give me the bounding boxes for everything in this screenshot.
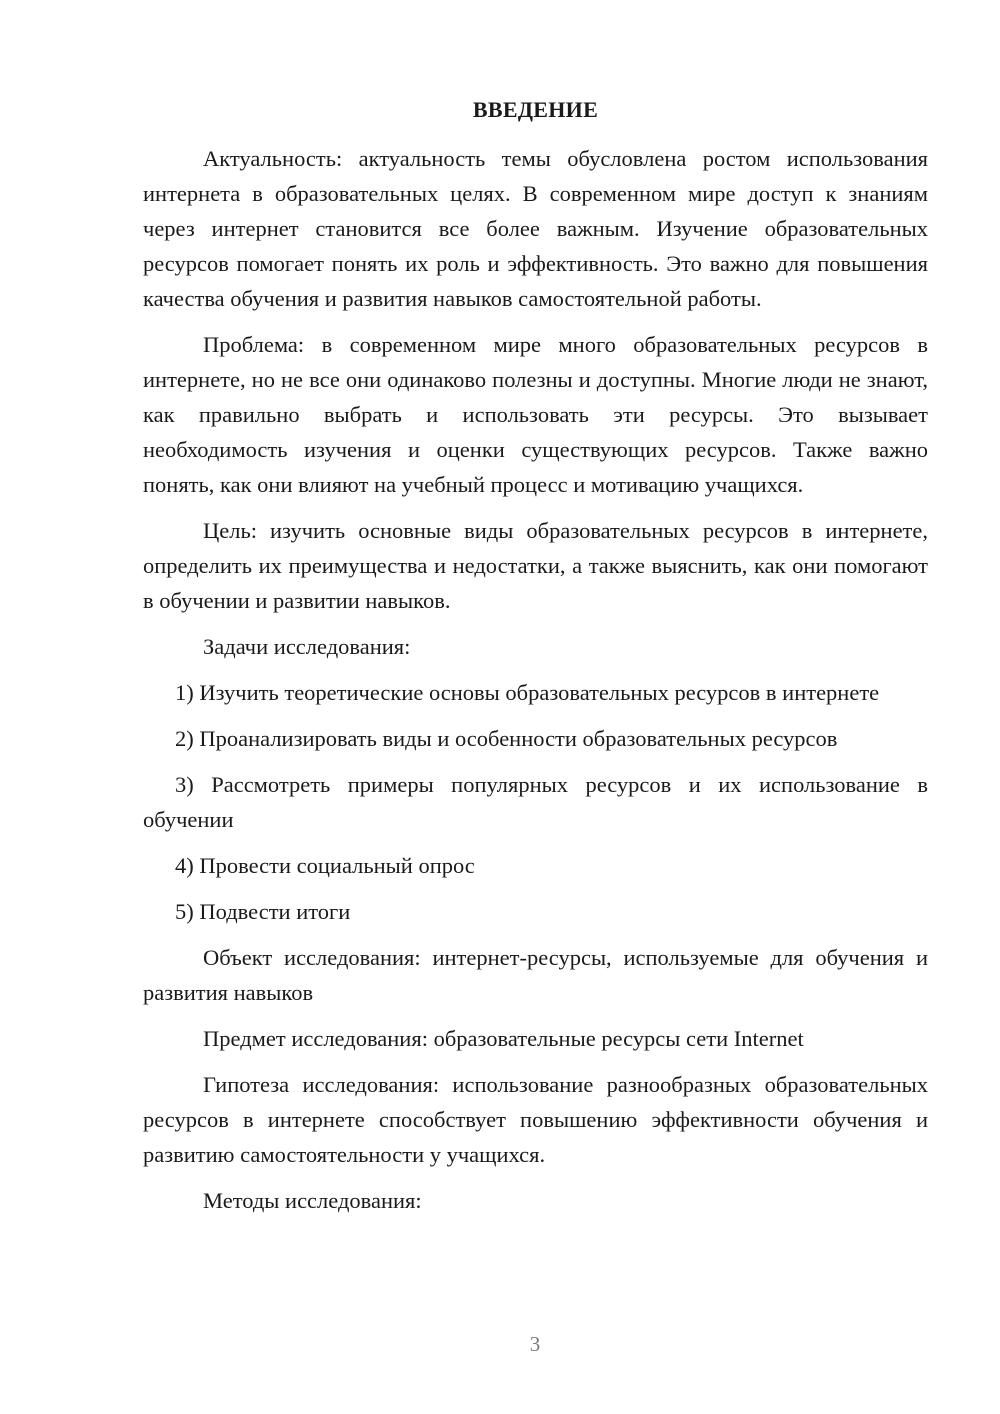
- paragraph-goal: Цель: изучить основные виды образовательных ресурсов в интернете, определить их преимущества и недостатки, а также выяснить, как они помогают в обучении и развитии навыков.: [143, 518, 928, 613]
- methods-heading: Методы исследования:: [203, 1188, 422, 1213]
- paragraph-problem: Проблема: в современном мире много образовательных ресурсов в интернете, но не все они одинаково полезны и доступны. Многие люди не знают, как правильно выбрать и использовать эти ресурсы. Это вызывает необходимость изучения и оценки существующих ресурсов. Также важно понять, как они влияют на учебный процесс и мотивацию учащихся.: [143, 332, 928, 497]
- paragraph-hypothesis: Гипотеза исследования: использование разнообразных образовательных ресурсов в интернете способствует повышению эффективности обучения и развитию самостоятельности у учащихся.: [143, 1072, 928, 1167]
- task-item-3: 3) Рассмотреть примеры популярных ресурсов и их использование в обучении: [143, 772, 928, 832]
- section-title: ВВЕДЕНИЕ: [472, 97, 599, 122]
- paragraph-object: Объект исследования: интернет-ресурсы, используемые для обучения и развития навыков: [143, 945, 928, 1005]
- task-item-1: 1) Изучить теоретические основы образовательных ресурсов в интернете: [175, 680, 880, 705]
- task-item-2: 2) Проанализировать виды и особенности образовательных ресурсов: [175, 726, 838, 751]
- paragraph-subject: Предмет исследования: образовательные ресурсы сети Internet: [203, 1026, 804, 1051]
- task-item-4: 4) Провести социальный опрос: [175, 853, 475, 878]
- body-text: [143, 141, 928, 1229]
- task-item-5: 5) Подвести итоги: [175, 899, 351, 924]
- paragraph-relevance: Актуальность: актуальность темы обусловлена ростом использования интернета в образовательных целях. В современном мире доступ к знаниям через интернет становится все более важным. Изучение образовательных ресурсов помогает понять их роль и эффективность. Это важно для повышения качества обучения и развития навыков самостоятельной работы.: [143, 146, 928, 311]
- tasks-heading: Задачи исследования:: [203, 634, 411, 659]
- page-number: 3: [529, 1332, 541, 1356]
